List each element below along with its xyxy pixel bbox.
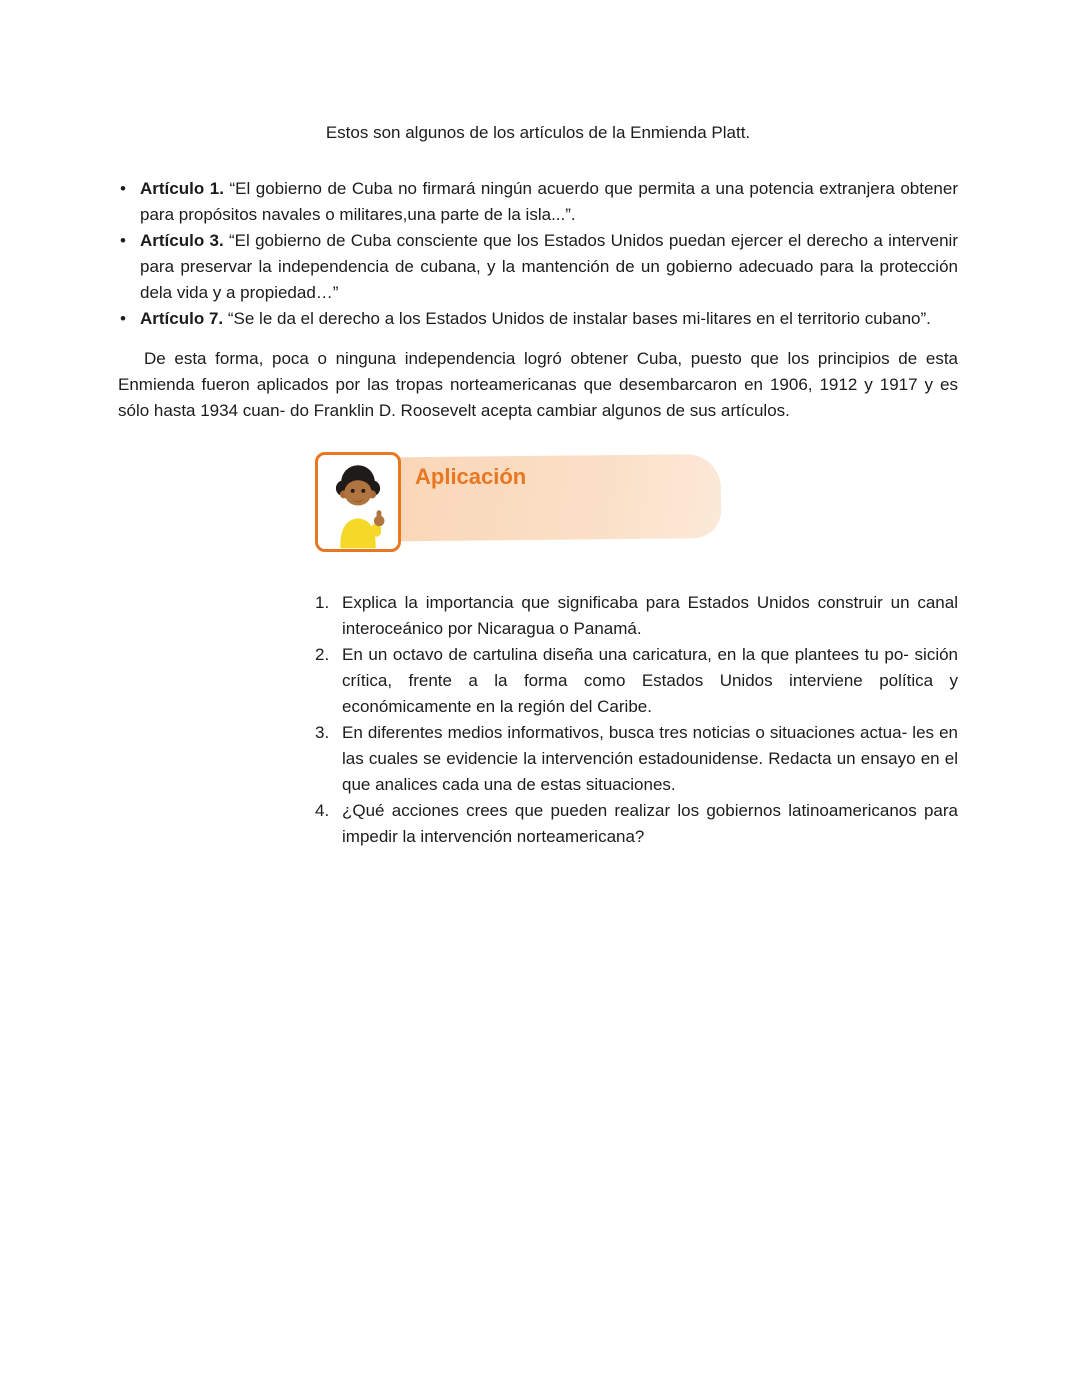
article-label: Artículo 3. <box>140 231 224 250</box>
task-number: 1. <box>315 593 330 612</box>
article-label: Artículo 7. <box>140 309 224 328</box>
task-text: En un octavo de cartulina diseña una caricatura, en la que plantees tu po- sición crítica, frente a la forma como Estados Unidos interviene política y económicamente en la región del Caribe. <box>342 645 958 716</box>
task-number: 4. <box>315 801 330 820</box>
task-item <box>315 590 958 642</box>
article-item <box>118 228 958 306</box>
task-item <box>315 798 958 850</box>
task-item <box>315 642 958 720</box>
article-item <box>118 306 958 332</box>
article-text: “El gobierno de Cuba consciente que los Estados Unidos puedan ejercer el derecho a intervenir para preservar la independencia de cubana, y la mantención de un gobierno adecuado para la protección dela vida y a propiedad…” <box>140 231 958 302</box>
task-text: ¿Qué acciones crees que pueden realizar los gobiernos latinoamericanos para impedir la intervención norteamericana? <box>342 801 958 846</box>
application-header <box>315 452 958 554</box>
application-icon-box <box>315 452 401 552</box>
article-item <box>118 176 958 228</box>
articles-list <box>118 176 958 332</box>
article-text: “El gobierno de Cuba no firmará ningún acuerdo que permita a una potencia extranjera obtener para propósitos navales o militares,una parte de la isla...”. <box>140 179 959 224</box>
article-label: Artículo 1. <box>140 179 224 198</box>
task-text: En diferentes medios informativos, busca tres noticias o situaciones actua- les en las cuales se evidencie la intervención estadounidense. Redacta un ensayo en el que analices cada una de estas situaciones. <box>342 723 958 794</box>
task-number: 2. <box>315 645 330 664</box>
boy-thumbs-up-icon <box>320 461 396 549</box>
application-title: Aplicación <box>415 464 527 489</box>
task-text: Explica la importancia que significaba para Estados Unidos construir un canal interoceánico por Nicaragua o Panamá. <box>342 593 958 638</box>
task-item <box>315 720 958 798</box>
closing-paragraph: De esta forma, poca o ninguna independencia logró obtener Cuba, puesto que los principios de esta Enmienda fueron aplicados por las tropas norteamericanas que desembarcaron en 1906, 1912 y 1917 y es sólo hasta 1934 cuan- do Franklin D. Roosevelt acepta cambiar algunos de sus artículos. <box>118 349 958 420</box>
article-text: “Se le da el derecho a los Estados Unidos de instalar bases mi-litares en el territorio cubano”. <box>227 309 931 328</box>
intro-title: Estos son algunos de los artículos de la Enmienda Platt. <box>325 123 751 142</box>
tasks-list <box>315 590 958 850</box>
task-number: 3. <box>315 723 330 742</box>
